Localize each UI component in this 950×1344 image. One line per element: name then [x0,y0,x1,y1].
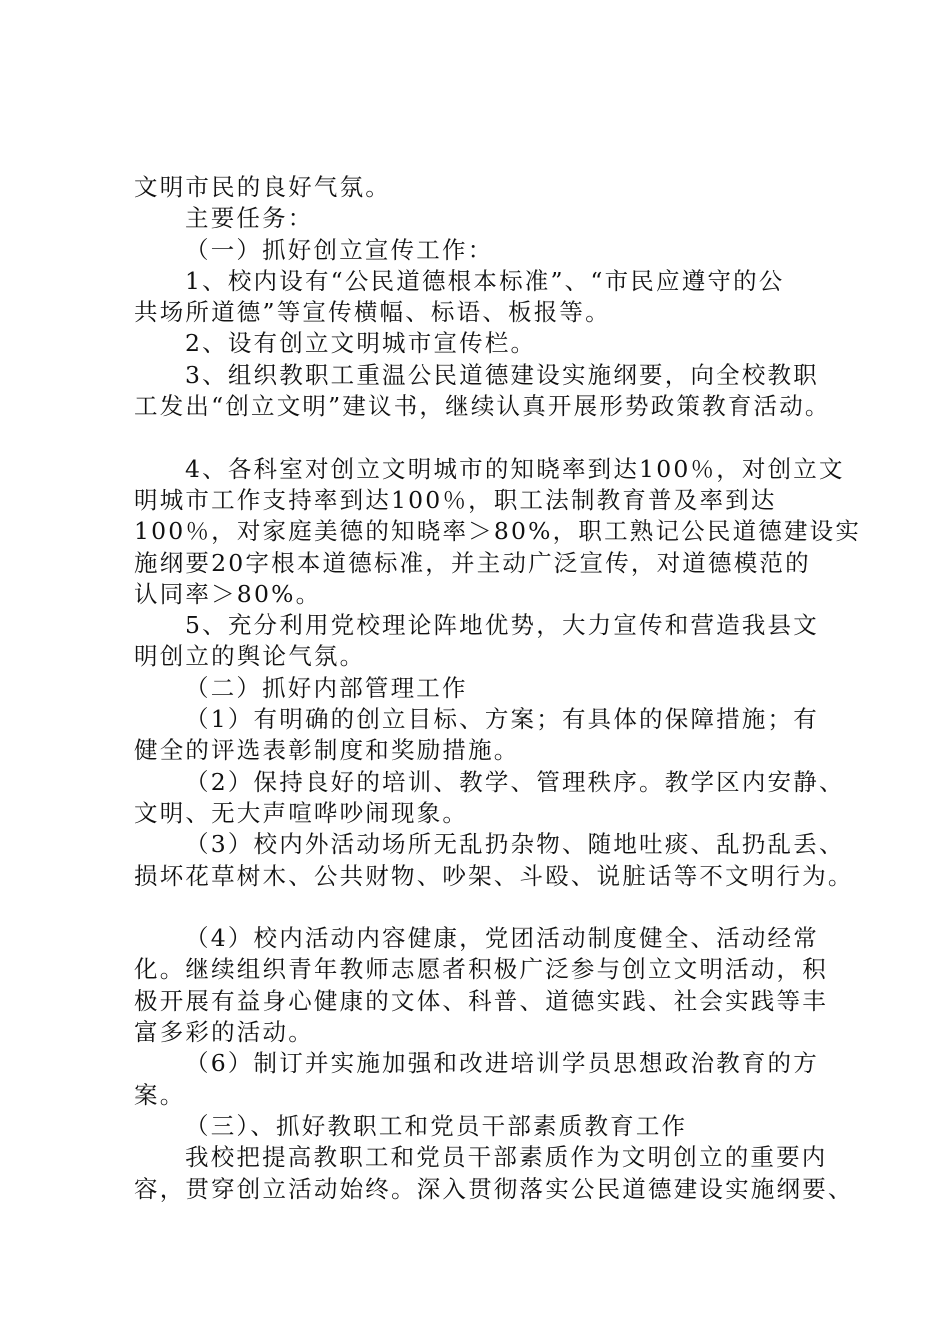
section-heading-2: （二）抓好内部管理工作 [185,673,468,702]
text-line: 施纲要20字根本道德标准，并主动广泛宣传，对道德模范的 [134,548,811,577]
text-line: 化。继续组织青年教师志愿者积极广泛参与创立文明活动，积 [134,955,828,984]
text-line: 2、设有创立文明城市宣传栏。 [185,329,537,358]
text-line: 工发出“创立文明”建议书，继续认真开展形势政策教育活动。 [134,392,831,421]
text-line: 明城市工作支持率到达100％，职工法制教育普及率到达 [134,485,777,514]
text-line: 明创立的舆论气氛。 [134,642,366,671]
text-line: 文明、无大声喧哗吵闹现象。 [134,798,469,827]
text-line: （3）校内外活动场所无乱扔杂物、随地吐痰、乱扔乱丢、 [185,830,845,859]
text-line: 文明市民的良好气氛。 [134,173,391,201]
text-line: 容，贯穿创立活动始终。深入贯彻落实公民道德建设实施纲要、 [134,1174,854,1203]
text-line: 共场所道德”等宣传横幅、标语、板报等。 [134,298,611,327]
text-line: 4、各科室对创立文明城市的知晓率到达100％，对创立文 [185,454,845,483]
text-line: （4）校内活动内容健康，党团活动制度健全、活动经常 [185,924,819,953]
document-body [134,172,862,1205]
text-line: 5、充分利用党校理论阵地优势，大力宣传和营造我县文 [185,611,819,640]
text-line: 我校把提高教职工和党员干部素质作为文明创立的重要内 [185,1143,828,1172]
text-line: 3、组织教职工重温公民道德建设实施纲要，向全校教职 [185,360,819,389]
text-line: 主要任务： [185,204,314,233]
paragraph-gap [134,422,834,453]
text-line: （1）有明确的创立目标、方案；有具体的保障措施；有 [185,705,819,734]
text-line: 100％，对家庭美德的知晓率＞80%，职工熟记公民道德建设实 [134,517,862,546]
text-line: 案。 [134,1080,186,1109]
text-line: 富多彩的活动。 [134,1018,314,1047]
paragraph-gap [134,892,834,923]
text-line: 极开展有益身心健康的文体、科普、道德实践、社会实践等丰 [134,986,828,1015]
section-heading-3: （三）、抓好教职工和党员干部素质教育工作 [185,1111,688,1140]
text-line: 认同率＞80%。 [134,579,322,608]
text-line: 健全的评选表彰制度和奖励措施。 [134,736,520,765]
text-line: （2）保持良好的培训、教学、管理秩序。教学区内安静、 [185,767,845,796]
text-line: 1、校内设有“公民道德根本标准”、“市民应遵守的公 [185,266,785,295]
text-line: 损坏花草树木、公共财物、吵架、斗殴、说脏话等不文明行为。 [134,861,854,890]
text-line: （6）制订并实施加强和改进培训学员思想政治教育的方 [185,1049,819,1078]
section-heading-1: （一）抓好创立宣传工作： [185,235,494,264]
